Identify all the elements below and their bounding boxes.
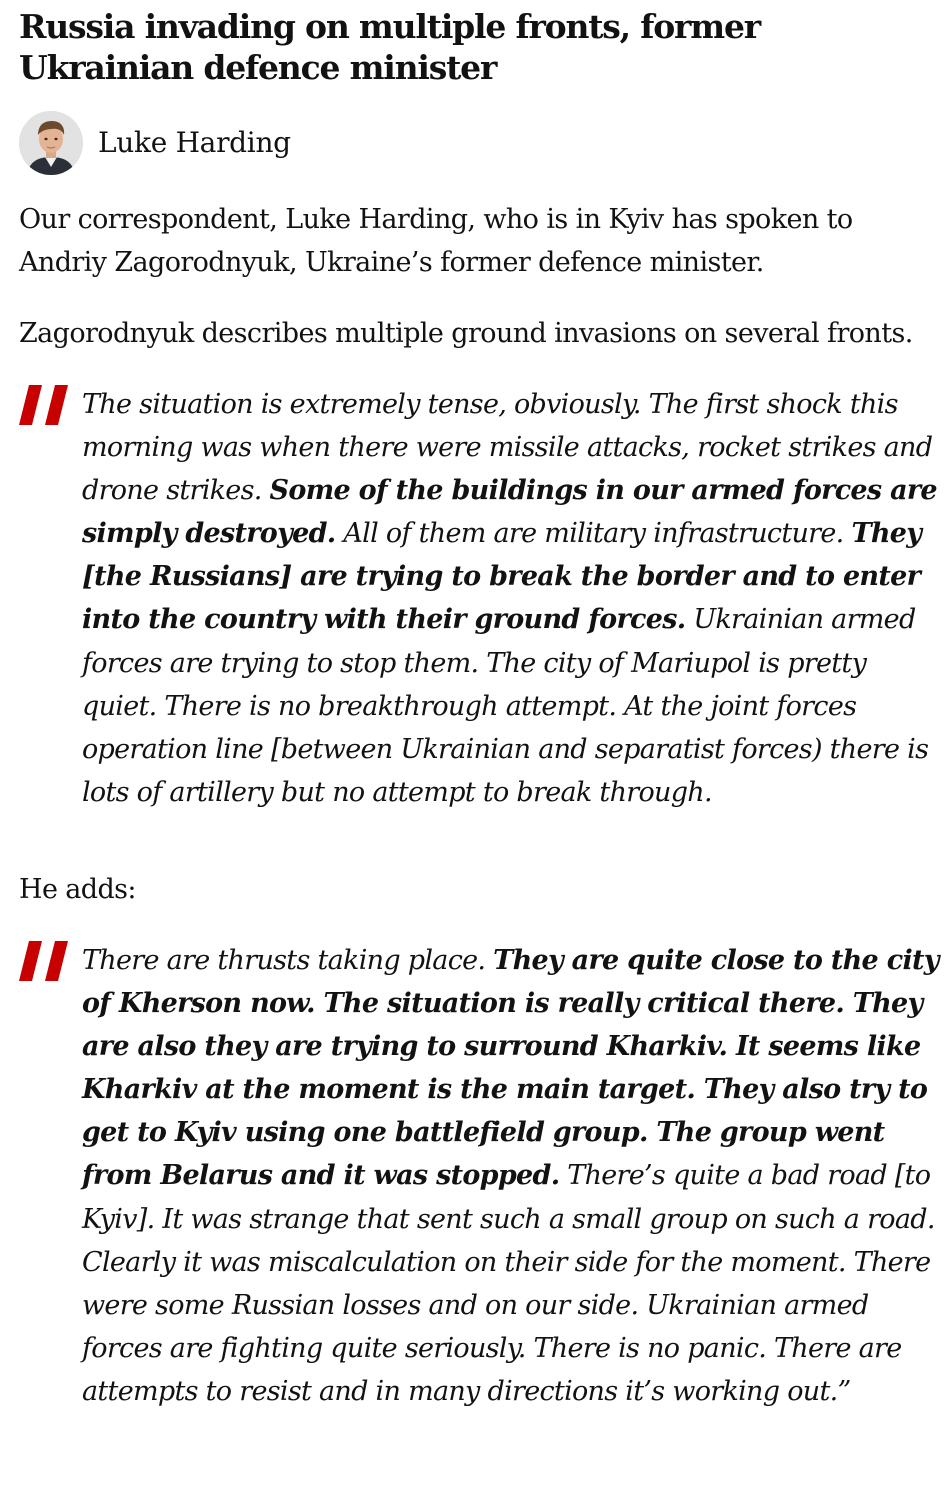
author-avatar[interactable] [19, 111, 83, 175]
quote-segment: All of them are military infrastructure. [335, 518, 852, 550]
intro-paragraph-1: Our correspondent, Luke Harding, who is in Kyiv has spoken to Andriy Zagorodnyuk, Ukraine’s former defence minister. [19, 204, 853, 278]
quote-mark-icon [19, 941, 69, 981]
quote-segment: There’s quite a bad road [to Kyiv]. It was strange that sent such a small group on such a road. Clearly it was miscalculation on their side for the moment. There were some Russian losses and on our side. Ukrainian armed forces are fighting quite seriously. There is no panic. There are attempts to resist and in many directions it’s working out.” [82, 1160, 935, 1407]
quote-segment: The situation is extremely tense, obviously. The first shock this morning was when there were missile attacks, rocket strikes and drone strikes. [82, 389, 933, 507]
quote-segment: Ukrainian armed forces are trying to stop them. The city of Mariupol is pretty quiet. There is no breakthrough attempt. At the joint forces operation line [between Ukrainian and separatist forces) there is lots of artillery but no attempt to break through. [82, 604, 929, 808]
quote-emphasis: Some of the buildings in our armed forces are simply destroyed. [82, 475, 937, 550]
entry-headline: Russia invading on multiple fronts, former Ukrainian defence minister [19, 7, 760, 87]
author-name[interactable]: Luke Harding [98, 126, 291, 159]
middle-paragraph: He adds: [19, 873, 136, 905]
quote-text-1 [82, 383, 939, 814]
author-photo-icon [19, 111, 83, 175]
quote-emphasis: They [the Russians] are trying to break the border and to enter into the country with their ground forces. [82, 518, 922, 636]
blockquote-2 [19, 939, 939, 1413]
quote-text-2 [82, 939, 939, 1413]
blockquote-1 [19, 383, 939, 814]
liveblog-entry [19, 0, 939, 1413]
quote-segment: There are thrusts taking place. [82, 944, 494, 976]
byline [19, 110, 939, 176]
intro-paragraph-2: Zagorodnyuk describes multiple ground invasions on several fronts. [19, 318, 913, 349]
quote-mark-icon [19, 385, 69, 425]
quote-emphasis: They are quite close to the city of Kherson now. The situation is really critical there. They are also they are trying to surround Kharkiv. It seems like Kharkiv at the moment is the main target. They also try to get to Kyiv using one battlefield group. The group went from Belarus and it was stopped. [82, 944, 939, 1192]
